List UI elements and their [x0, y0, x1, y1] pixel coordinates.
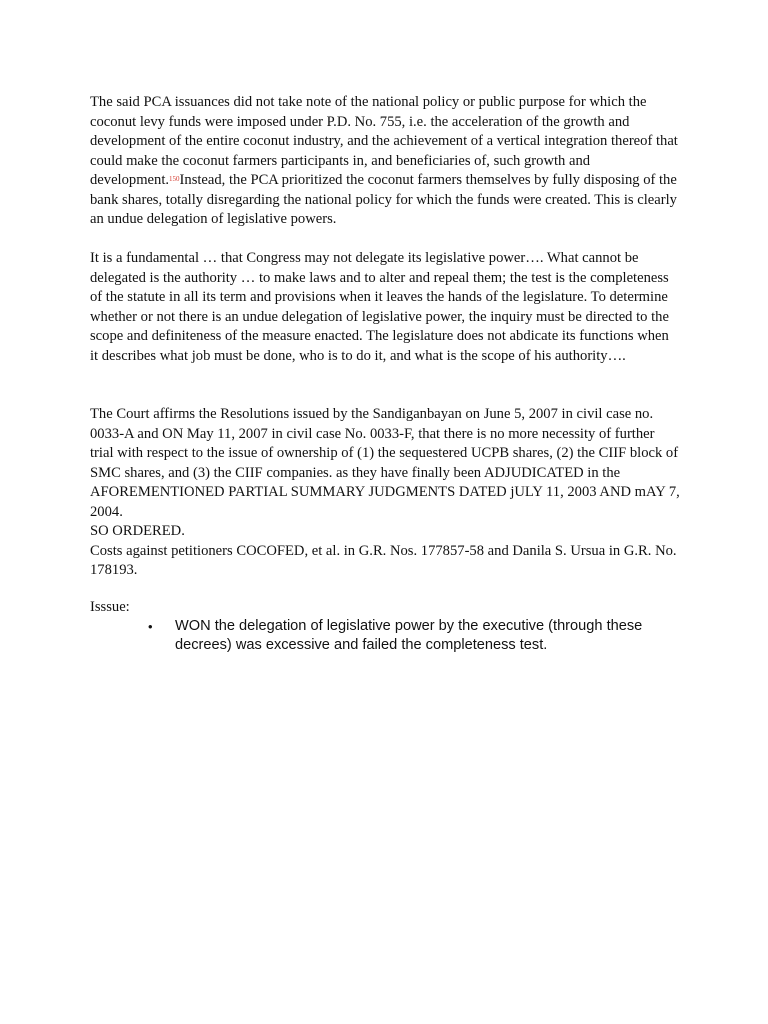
paragraph-delegation-test: It is a fundamental … that Congress may not delegate its legislative power…. What cannot be delegated is the authority … to make laws and to alter and repeal them; the test is the completeness of the statute in all its term and provisions when it leaves the hands of the legislature. To determine whether or not there is an undue delegation of legislative power, the inquiry must be directed to the scope and definiteness of the measure enacted. The legislature does not abdicate its functions when it describes what job must be done, who is to do it, and what is the scope of his authority…. — [90, 250, 669, 364]
paragraph-court-affirms: The Court affirms the Resolutions issued by the Sandiganbayan on June 5, 2007 in civil case no. 0033-A and ON May 11, 2007 in civil case No. 0033-F, that there is no more necessity of further trial with respect to the issue of ownership of (1) the sequestered UCPB shares, (2) the CIIF block of SMC shares, and (3) the CIIF companies. as they have finally been ADJUDICATED in the AFOREMENTIONED PARTIAL SUMMARY JUDGMENTS DATED jULY 11, 2003 AND mAY 7, 2004. — [90, 406, 680, 520]
issue-list — [148, 617, 678, 655]
bullet-icon: • — [148, 619, 153, 634]
footnote-reference-link[interactable]: 150 — [169, 175, 180, 183]
issue-label: Isssue: — [90, 599, 130, 615]
so-ordered-line: SO ORDERED. — [90, 523, 185, 539]
list-item — [148, 617, 678, 655]
paragraph-1-text-end: Instead, the PCA prioritized the coconut farmers themselves by fully disposing of the bank shares, totally disregarding the national policy for which the funds were created. This is clearly an undue delegation of legislative powers. — [90, 172, 677, 227]
costs-paragraph: Costs against petitioners COCOFED, et al. in G.R. Nos. 177857-58 and Danila S. Ursua in G.R. No. 178193. — [90, 542, 677, 578]
paragraph-pca-issuances — [90, 93, 680, 230]
paragraph-1-text-start: The said PCA issuances did not take note of the national policy or public purpose for which the coconut levy funds were imposed under P.D. No. 755, i.e. the acceleration of the growth and development of the entire coconut industry, and the achievement of a vertical integration thereof that could make the coconut farmers participants in, and beneficiaries of, such growth and development. — [90, 94, 678, 188]
issue-text: WON the delegation of legislative power by the executive (through these decrees) was excessive and failed the completeness test. — [175, 618, 643, 653]
ruling-block — [90, 405, 680, 581]
